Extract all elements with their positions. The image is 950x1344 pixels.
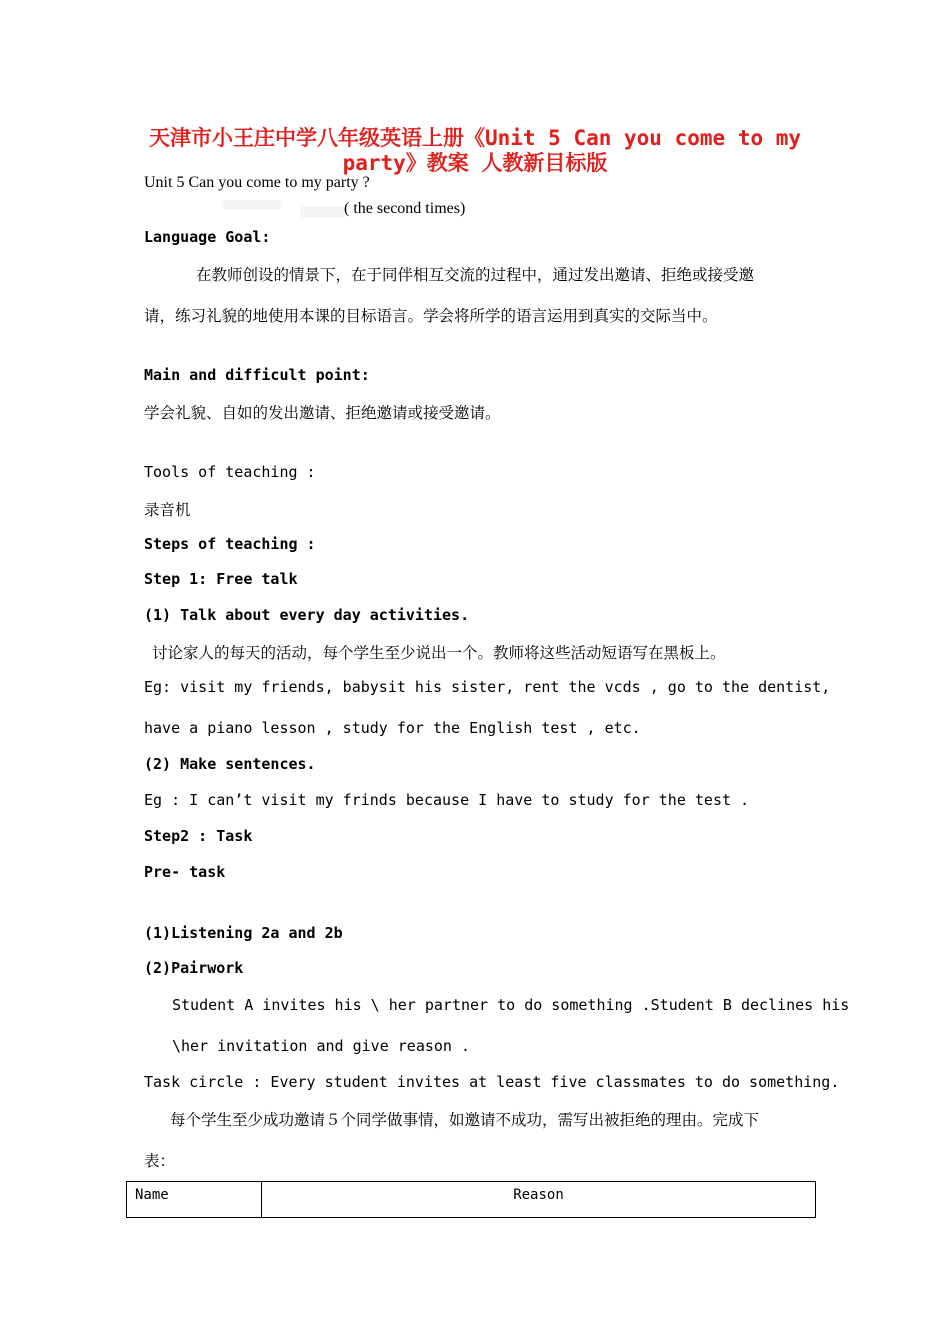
tools-text: 录音机 — [144, 501, 191, 519]
table-header-name: Name — [127, 1182, 262, 1218]
pre-task-label: Pre- task — [144, 863, 226, 881]
step2-item2: (2)Pairwork — [144, 959, 244, 977]
step1-item1-cn: 讨论家人的每天的活动，每个学生至少说出一个。教师将这些活动短语写在黑板上。 — [152, 644, 726, 662]
step1-eg2: Eg : I can’t visit my frinds because I have to study for the test . — [144, 791, 750, 809]
tools-heading: Tools of teaching : — [144, 463, 316, 481]
unit-subtitle: Unit 5 Can you come to my party ? — [144, 174, 370, 191]
page-title-line1: 天津市小王庄中学八年级英语上册《Unit 5 Can you come to my — [148, 126, 802, 150]
step1-item1: (1) Talk about every day activities. — [144, 606, 470, 624]
step1-heading: Step 1: Free talk — [144, 570, 298, 588]
pairwork-line1: Student A invites his \ her partner to do something .Student B declines his — [172, 996, 850, 1014]
table-header-reason: Reason — [262, 1182, 816, 1218]
task-cn-line2: 表： — [144, 1152, 176, 1170]
scan-smudge — [222, 200, 282, 210]
step2-heading: Step2 : Task — [144, 827, 253, 845]
table-header-row — [127, 1182, 816, 1218]
step2-item1: (1)Listening 2a and 2b — [144, 924, 343, 942]
step1-eg-line1: Eg: visit my friends, babysit his sister, rent the vcds , go to the dentist, — [144, 678, 831, 696]
main-point-text: 学会礼貌、自如的发出邀请、拒绝邀请或接受邀请。 — [144, 404, 501, 422]
pairwork-line2: \her invitation and give reason . — [172, 1037, 471, 1055]
lesson-times: ( the second times) — [344, 200, 466, 217]
language-goal-text-1: 在教师创设的情景下，在于同伴相互交流的过程中，通过发出邀请、拒绝或接受邀 — [196, 266, 755, 284]
step1-item2: (2) Make sentences. — [144, 755, 316, 773]
main-point-heading: Main and difficult point: — [144, 366, 370, 384]
language-goal-text-2: 请，练习礼貌的地使用本课的目标语言。学会将所学的语言运用到真实的交际当中。 — [144, 307, 718, 325]
reason-table — [126, 1181, 816, 1218]
steps-heading: Steps of teaching : — [144, 535, 316, 553]
task-cn-line1: 每个学生至少成功邀请５个同学做事情，如邀请不成功，需写出被拒绝的理由。完成下 — [170, 1111, 760, 1129]
page-title-line2: party》教案 人教新目标版 — [342, 151, 608, 175]
step1-eg-line2: have a piano lesson , study for the English test , etc. — [144, 719, 641, 737]
scan-smudge — [300, 206, 345, 218]
task-circle: Task circle : Every student invites at least five classmates to do something. — [144, 1073, 840, 1091]
language-goal-heading: Language Goal: — [144, 228, 271, 246]
